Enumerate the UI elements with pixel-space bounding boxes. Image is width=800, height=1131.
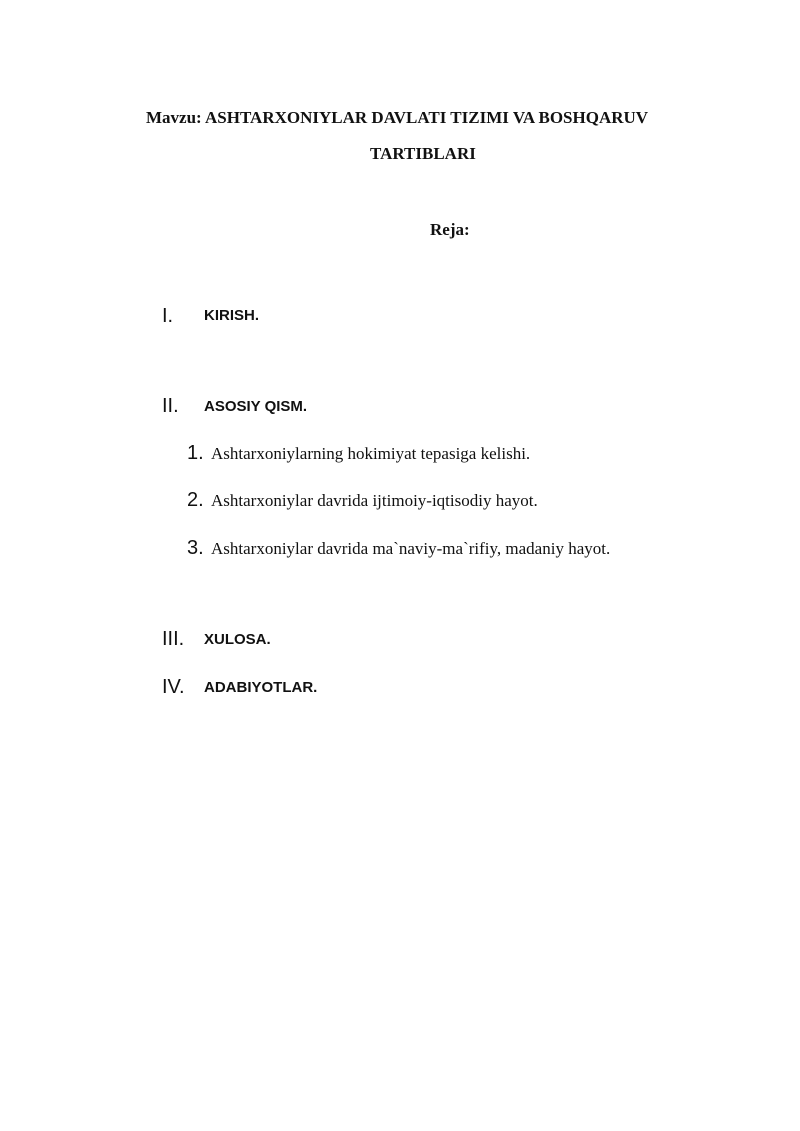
subitem-text-2: Ashtarxoniylar davrida ijtimoiy-iqtisodiy hayot. <box>211 491 538 510</box>
document-title-line-2: TARTIBLARI <box>370 144 476 163</box>
section-label-2: ASOSIY QISM. <box>204 398 308 415</box>
subitem-number-1: 1. <box>187 442 204 464</box>
document-title-line-1: Mavzu: ASHTARXONIYLAR DAVLATI TIZIMI VA BOSHQARUV <box>146 108 649 127</box>
section-label-1: KIRISH. <box>204 307 260 324</box>
subitem-text-1: Ashtarxoniylarning hokimiyat tepasiga kelishi. <box>211 444 531 463</box>
subitem-number-2: 2. <box>187 489 204 511</box>
section-label-4: ADABIYOTLAR. <box>204 679 318 696</box>
section-numeral-2: II. <box>162 395 179 417</box>
subitem-number-3: 3. <box>187 537 204 559</box>
section-numeral-4: IV. <box>162 676 185 698</box>
plan-heading: Reja: <box>430 220 470 239</box>
subitem-text-3: Ashtarxoniylar davrida ma`naviy-ma`rifiy, madaniy hayot. <box>211 539 611 558</box>
section-label-3: XULOSA. <box>204 631 271 648</box>
section-numeral-1: I. <box>162 305 174 327</box>
section-numeral-3: III. <box>162 628 185 650</box>
